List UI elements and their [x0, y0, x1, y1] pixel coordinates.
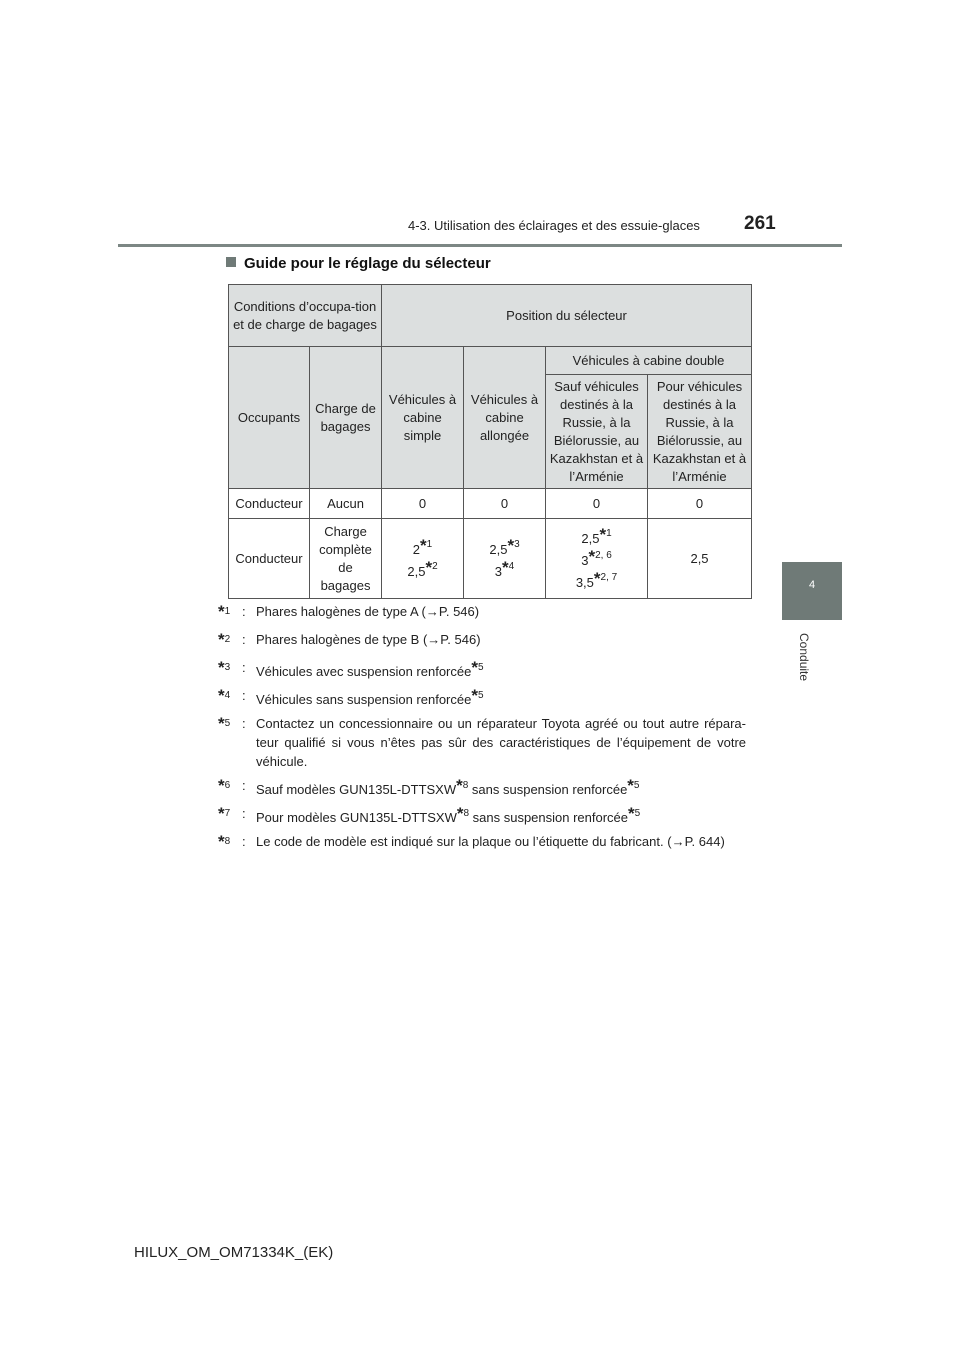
- footnote: *$^2$ : Phares halogènes de type B (→P. 546): [218, 630, 746, 653]
- square-bullet-icon: [226, 257, 236, 267]
- cell-single-cab: 2*$^1$ 2,5*$^2$: [382, 519, 464, 599]
- cell-single-cab: 0: [382, 489, 464, 519]
- header-divider: [118, 244, 842, 247]
- header-single-cab: Véhicules à cabine simple: [382, 347, 464, 489]
- header-selector-position: Position du sélecteur: [382, 285, 752, 347]
- cell-luggage: Charge complète de bagages: [310, 519, 382, 599]
- footnote-marker: *$^5$: [218, 714, 231, 733]
- footnote: *$^7$ : Pour modèles GUN135L-DTTSXW*$^8$ sans suspension renforcée*$^5$: [218, 804, 746, 827]
- footnote-text: Véhicules avec suspension renforcée*$^5$: [256, 658, 484, 679]
- header-occupants: Occupants: [229, 347, 310, 489]
- footnote-text: Phares halogènes de type B (→P. 546): [256, 632, 481, 647]
- footnote-marker: *$^7$: [218, 804, 231, 823]
- cell-luggage: Aucun: [310, 489, 382, 519]
- footnote-marker: *$^1$: [218, 602, 231, 621]
- page-number: 261: [744, 213, 776, 234]
- footnote-marker: *$^3$: [218, 658, 231, 677]
- chapter-tab: [782, 562, 842, 620]
- table-row: [229, 489, 752, 519]
- header-section-title: 4-3. Utilisation des éclairages et des essuie-glaces: [408, 218, 700, 233]
- cell-extended-cab: 0: [464, 489, 546, 519]
- cell-except-region: 2,5*$^1$ 3*$^{2, 6}$ 3,5*$^{2, 7}$: [546, 519, 648, 599]
- footnote: *$^1$ : Phares halogènes de type A (→P. 546): [218, 602, 746, 625]
- document-id: HILUX_OM_OM71334K_(EK): [134, 1244, 334, 1261]
- footnote-marker: *$^2$: [218, 630, 231, 649]
- section-heading: [226, 255, 491, 272]
- header-extended-cab: Véhicules à cabine allongée: [464, 347, 546, 489]
- chapter-label: Conduite: [797, 633, 811, 682]
- footnote-marker: *$^6$: [218, 776, 231, 795]
- cell-extended-cab: 2,5*$^3$ 3*$^4$: [464, 519, 546, 599]
- cell-occupants: Conducteur: [229, 489, 310, 519]
- cell-for-region: 0: [648, 489, 752, 519]
- section-heading-text: Guide pour le réglage du sélecteur: [244, 255, 491, 272]
- chapter-number: 4: [808, 579, 816, 591]
- footnote-text: Le code de modèle est indiqué sur la plaque ou l’étiquette du fabricant. (→P. 644): [256, 834, 725, 849]
- footnote: *$^4$ : Véhicules sans suspension renforcée*$^5$: [218, 686, 746, 709]
- header-for-region: Pour véhicules destinés à la Russie, à la Biélorussie, au Kazakhstan et à l’Arménie: [648, 375, 752, 489]
- footnote: *$^5$ : Contactez un concessionnaire ou un réparateur Toyota agréé ou tout autre répara-teur qualifié si vous n’êtes pas sûr des caractéristiques de l’équipement de votre véhicule.: [218, 714, 746, 769]
- footnote: *$^3$ : Véhicules avec suspension renforcée*$^5$: [218, 658, 746, 681]
- footnotes: [218, 602, 746, 860]
- selector-guide-table: [228, 284, 752, 599]
- header-double-cab: Véhicules à cabine double: [546, 347, 752, 375]
- table-row: [229, 519, 752, 599]
- footnote: *$^8$ : Le code de modèle est indiqué sur la plaque ou l’étiquette du fabricant. (→P. 644): [218, 832, 746, 855]
- header-except-region: Sauf véhicules destinés à la Russie, à la Biélorussie, au Kazakhstan et à l’Arménie: [546, 375, 648, 489]
- footnote-text: Véhicules sans suspension renforcée*$^5$: [256, 686, 484, 707]
- cell-for-region: 2,5: [648, 519, 752, 599]
- cell-occupants: Conducteur: [229, 519, 310, 599]
- footnote-text: Contactez un concessionnaire ou un réparateur Toyota agréé ou tout autre répara-teur qualifié si vous n’êtes pas sûr des caractéristiques de l’équipement de votre véhicule.: [256, 716, 746, 769]
- footnote: *$^6$ : Sauf modèles GUN135L-DTTSXW*$^8$ sans suspension renforcée*$^5$: [218, 776, 746, 799]
- header-conditions: Conditions d’occupa-tion et de charge de bagages: [229, 285, 382, 347]
- footnote-text: Sauf modèles GUN135L-DTTSXW*$^8$ sans suspension renforcée*$^5$: [256, 776, 640, 797]
- footnote-text: Pour modèles GUN135L-DTTSXW*$^8$ sans suspension renforcée*$^5$: [256, 804, 641, 825]
- footnote-marker: *$^8$: [218, 832, 231, 851]
- footnote-text: Phares halogènes de type A (→P. 546): [256, 604, 480, 619]
- footnote-marker: *$^4$: [218, 686, 231, 705]
- header-luggage: Charge de bagages: [310, 347, 382, 489]
- cell-except-region: 0: [546, 489, 648, 519]
